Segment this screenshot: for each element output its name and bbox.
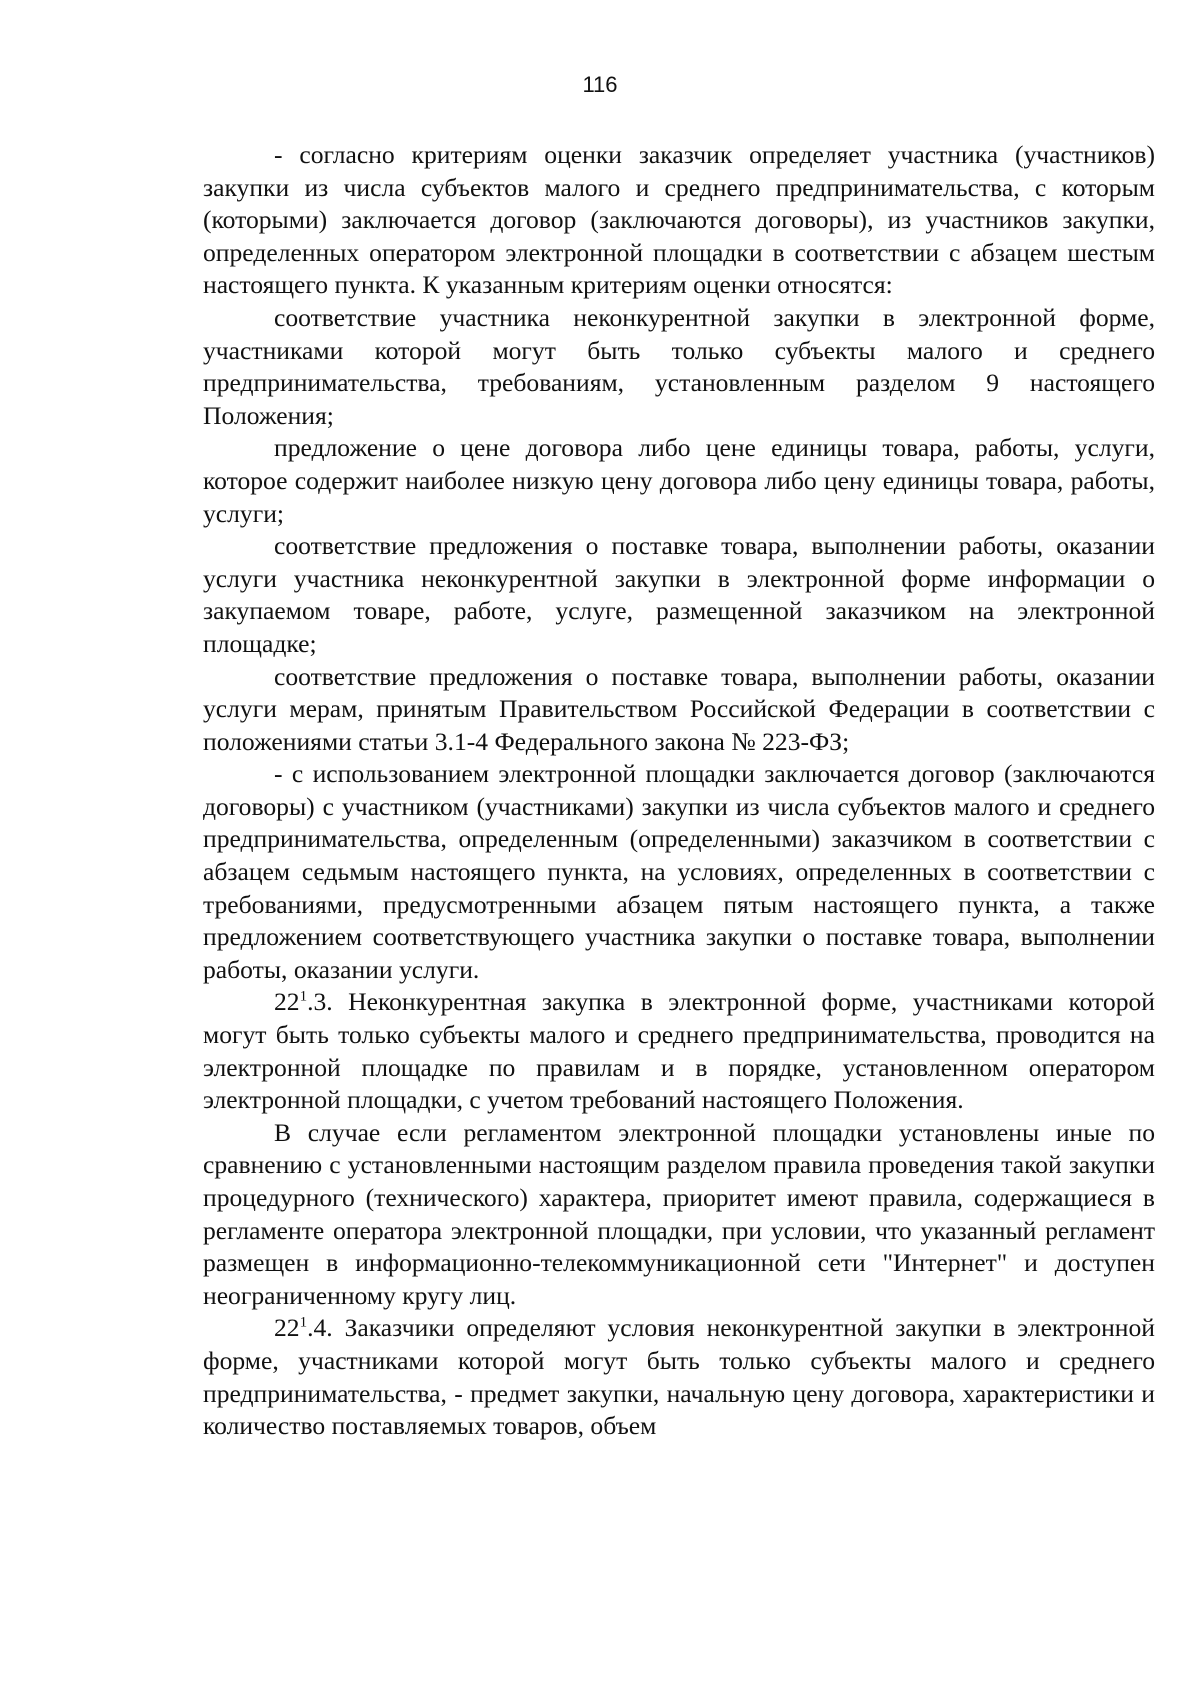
paragraph-text: .3. Неконкурентная закупка в электронной форме, участниками которой могут быть только субъекты малого и среднего предпринимательства, проводится на электронной площадке по правилам и в порядке, установленном оператором электронной площадки, с учетом требований настоящего Положения. xyxy=(203,987,1155,1115)
paragraph-text: соответствие участника неконкурентной закупки в электронной форме, участниками которой могут быть только субъекты малого и среднего предпринимательства, требованиям, установленным разделом 9 настоящего Положения; xyxy=(203,302,1155,430)
paragraph-section-22-1-3 xyxy=(203,986,1155,1116)
paragraph-regulation-priority xyxy=(203,1117,1155,1313)
paragraph-contract-conclusion xyxy=(203,758,1155,986)
section-superscript: 1 xyxy=(299,1314,308,1331)
paragraph-section-22-1-4 xyxy=(203,1312,1155,1442)
page-number: 116 xyxy=(582,72,618,97)
document-body xyxy=(203,139,1155,1443)
paragraph-criterion-price xyxy=(203,432,1155,530)
paragraph-text: .4. Заказчики определяют условия неконкурентной закупки в электронной форме, участниками которой могут быть только субъекты малого и среднего предпринимательства, - предмет закупки, начальную цену договора, характеристики и количество поставляемых товаров, объем xyxy=(203,1313,1155,1441)
paragraph-text: соответствие предложения о поставке товара, выполнении работы, оказании услуги участника неконкурентной закупки в электронной форме информации о закупаемом товаре, работе, услуге, размещенной заказчиком на электронной площадке; xyxy=(203,531,1155,658)
paragraph-text: соответствие предложения о поставке товара, выполнении работы, оказании услуги мерам, принятым Правительством Российской Федерации в соответствии с положениями статьи 3.1-4 Федерального закона № 223-ФЗ; xyxy=(203,661,1155,756)
paragraph-text: В случае если регламентом электронной площадки установлены иные по сравнению с установленными настоящим разделом правила проведения такой закупки процедурного (технического) характера, приоритет имеют правила, содержащиеся в регламенте оператора электронной площадки, при условии, что указанный регламент размещен в информационно-телекоммуникационной сети "Интернет" и доступен неограниченному кругу лиц. xyxy=(203,1117,1155,1310)
paragraph-text: - согласно критериям оценки заказчик определяет участника (участников) закупки из числа субъектов малого и среднего предпринимательства, с которым (которыми) заключается договор (заключаются договоры), из участников закупки, определенных оператором электронной площадки в соответствии с абзацем шестым настоящего пункта. К указанным критериям оценки относятся: xyxy=(203,140,1155,300)
paragraph-criterion-offer-info xyxy=(203,530,1155,660)
section-superscript: 1 xyxy=(299,988,308,1005)
paragraph-text: предложение о цене договора либо цене единицы товара, работы, услуги, которое содержит наиболее низкую цену договора либо цену единицы товара, работы, услуги; xyxy=(203,433,1155,528)
paragraph-text: - с использованием электронной площадки заключается договор (заключаются договоры) с участником (участниками) закупки из числа субъектов малого и среднего предпринимательства, определенным (определенными) заказчиком в соответствии с абзацем седьмым настоящего пункта, на условиях, определенных в соответствии с требованиями, предусмотренными абзацем пятым настоящего пункта, а также предложением соответствующего участника закупки о поставке товара, выполнении работы, оказании услуги. xyxy=(203,759,1155,984)
paragraph-criterion-government-measures xyxy=(203,661,1155,759)
section-number: 22 xyxy=(274,987,300,1017)
paragraph-criteria-intro xyxy=(203,139,1155,302)
section-number: 22 xyxy=(274,1313,300,1343)
paragraph-criterion-compliance xyxy=(203,302,1155,432)
